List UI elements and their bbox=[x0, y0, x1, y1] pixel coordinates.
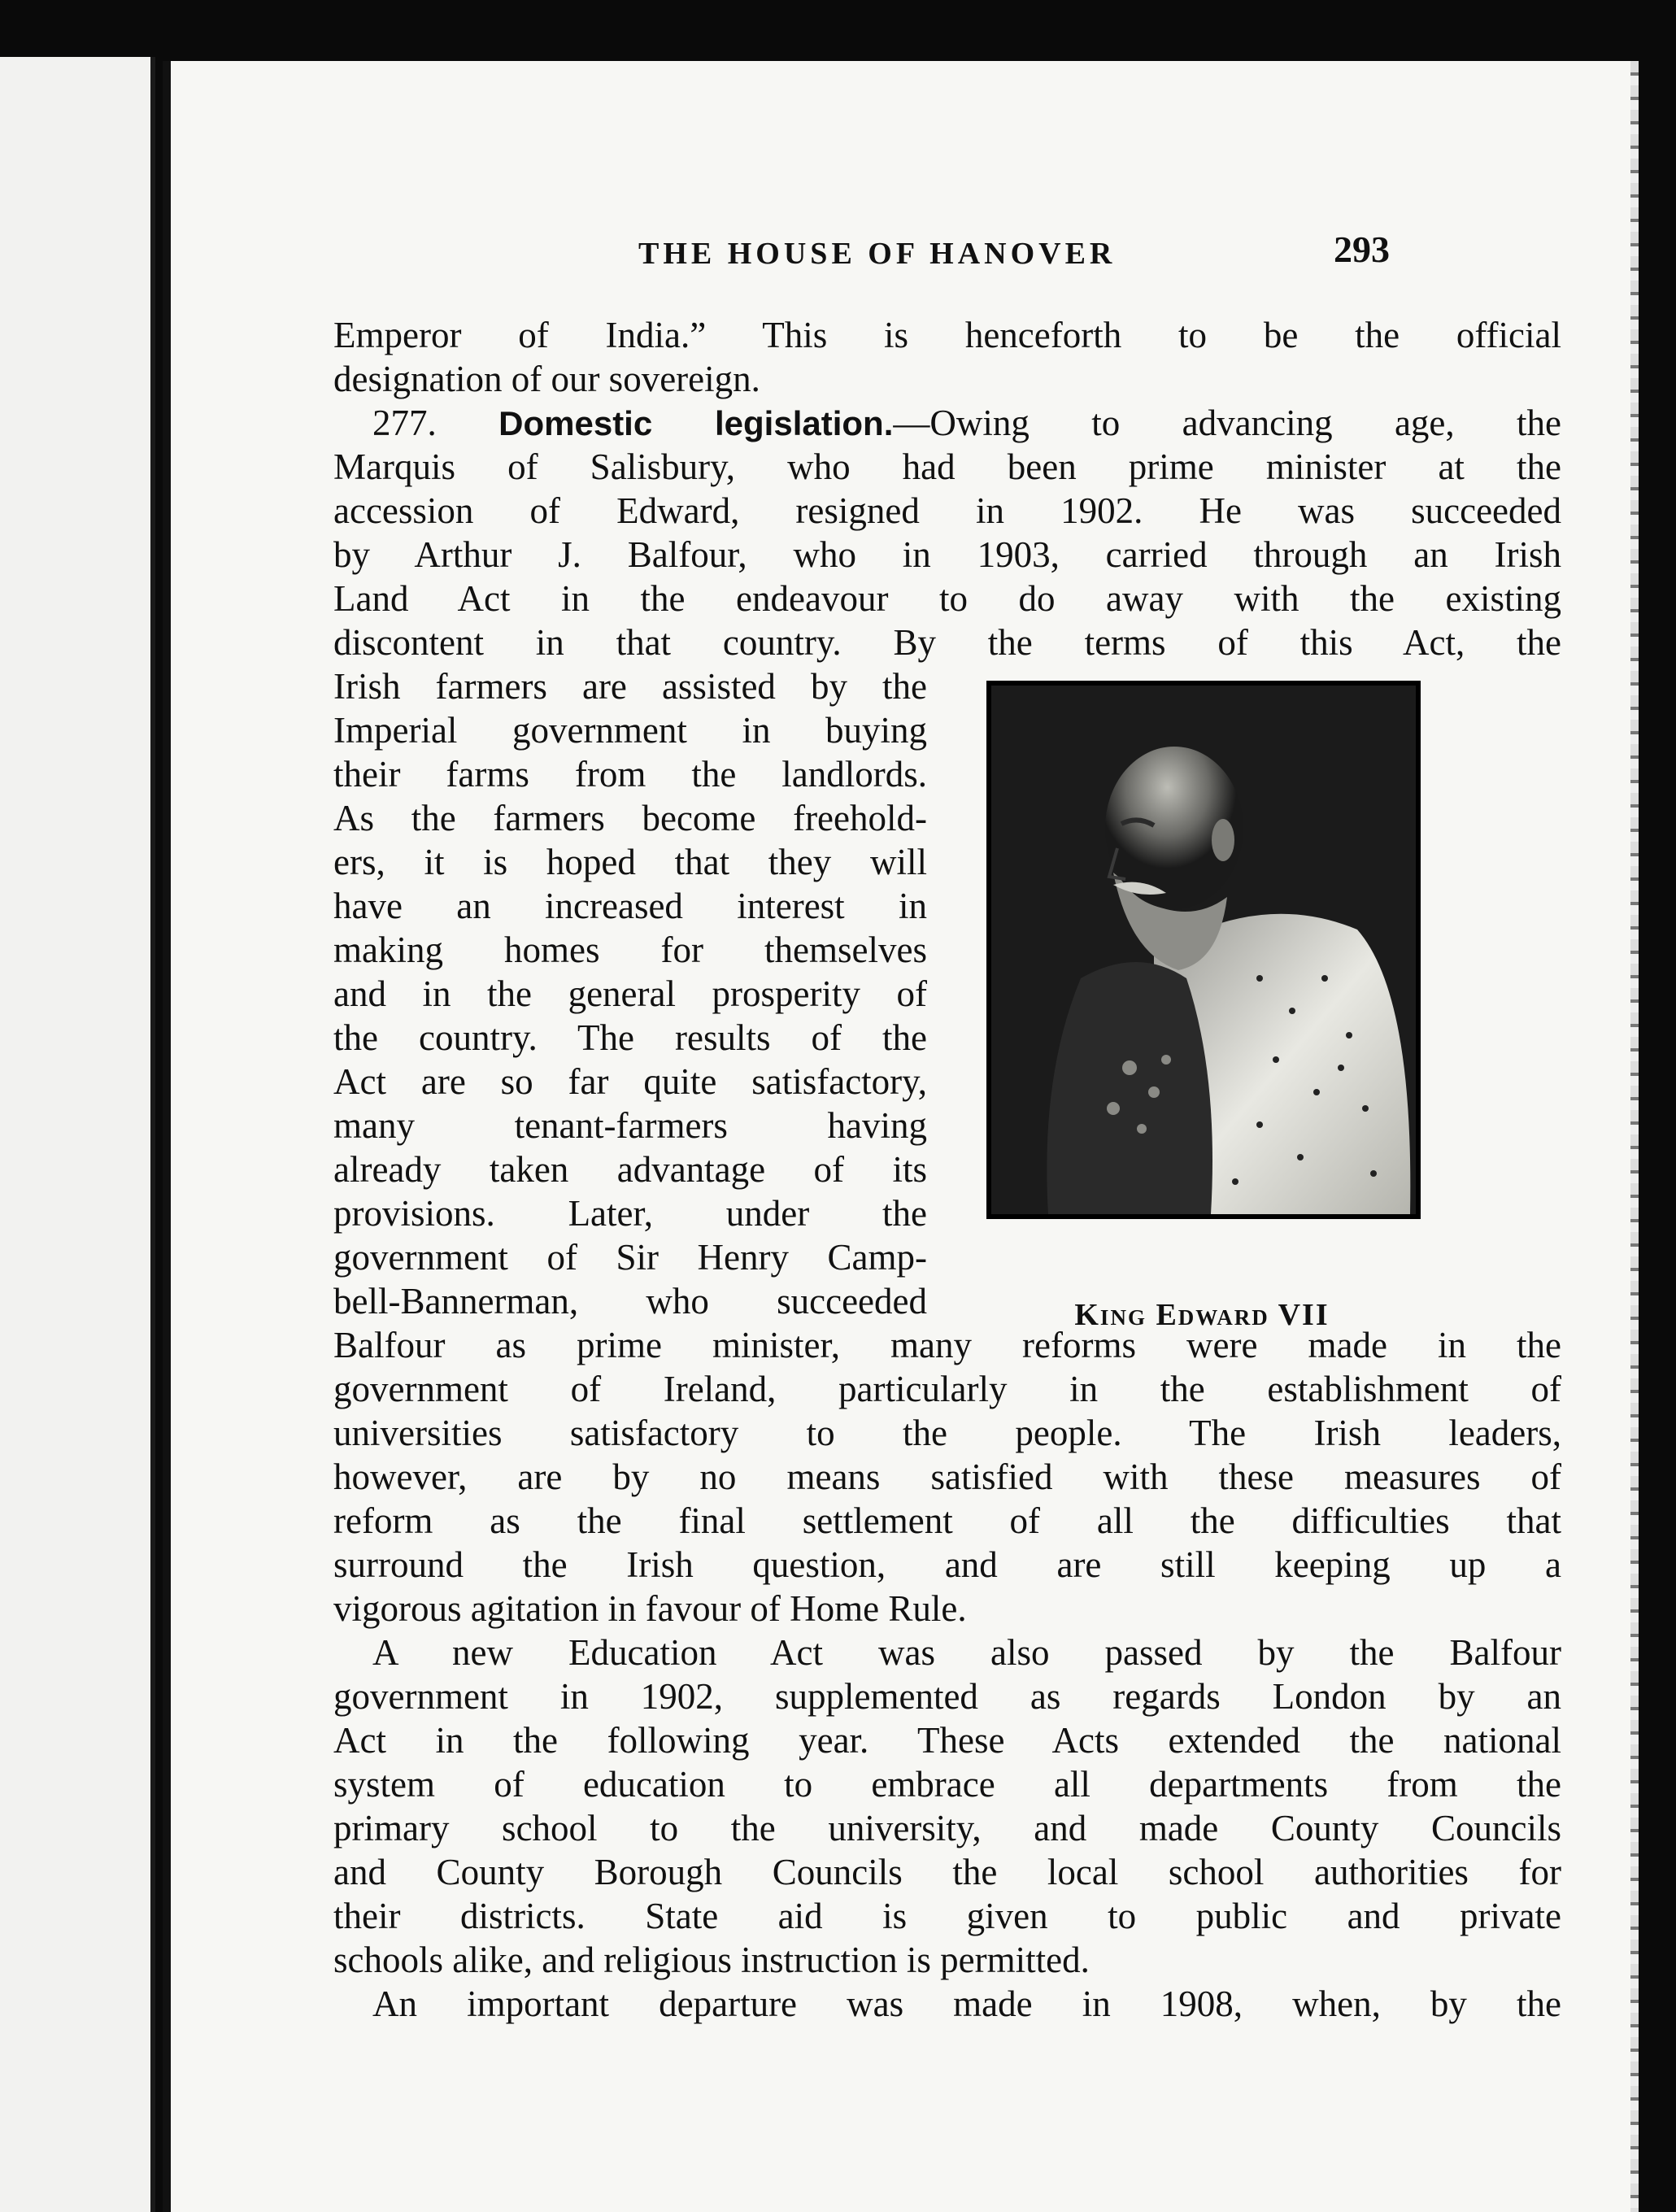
text-line: accession of Edward, resigned in 1902. He was succeeded bbox=[333, 490, 1561, 531]
text-line: Act in the following year. These Acts extended the national bbox=[333, 1720, 1561, 1761]
figure-caption: King Edward VII bbox=[1074, 1298, 1330, 1332]
facing-page-edge bbox=[0, 57, 155, 2212]
text-line: vigorous agitation in favour of Home Rule. bbox=[333, 1588, 967, 1629]
text-fragment: —Owing to advancing age, the bbox=[893, 403, 1562, 443]
text-line: Irish farmers are assisted by the bbox=[333, 666, 927, 707]
text-line: the country. The results of the bbox=[333, 1017, 927, 1058]
portrait-figure bbox=[986, 681, 1421, 1219]
text-line: Imperial government in buying bbox=[333, 710, 927, 751]
text-line: designation of our sovereign. bbox=[333, 359, 760, 399]
text-line: by Arthur J. Balfour, who in 1903, carried through an Irish bbox=[333, 534, 1561, 575]
page-number: 293 bbox=[1334, 229, 1390, 270]
text-line: and in the general prosperity of bbox=[333, 973, 927, 1014]
text-line: schools alike, and religious instruction is permitted. bbox=[333, 1940, 1090, 1980]
text-line: Land Act in the endeavour to do away with the existing bbox=[333, 578, 1561, 619]
text-line: already taken advantage of its bbox=[333, 1149, 927, 1190]
text-line: government in 1902, supplemented as regards London by an bbox=[333, 1676, 1561, 1717]
text-line: A new Education Act was also passed by the Balfour bbox=[372, 1632, 1561, 1673]
text-line: government of Ireland, particularly in the establishment of bbox=[333, 1369, 1561, 1409]
king-edward-portrait-icon bbox=[991, 686, 1416, 1214]
text-line: their districts. State aid is given to public and private bbox=[333, 1896, 1561, 1936]
text-line: universities satisfactory to the people. The Irish leaders, bbox=[333, 1413, 1561, 1453]
text-line: reform as the final settlement of all the difficulties that bbox=[333, 1500, 1561, 1541]
text-line: their farms from the landlords. bbox=[333, 754, 927, 795]
text-line: system of education to embrace all departments from the bbox=[333, 1764, 1561, 1805]
book-page bbox=[163, 61, 1630, 2212]
text-line: making homes for themselves bbox=[333, 930, 927, 970]
text-line: As the farmers become freehold- bbox=[333, 798, 927, 838]
text-line: and County Borough Councils the local school authorities for bbox=[333, 1852, 1561, 1892]
text-line: Act are so far quite satisfactory, bbox=[333, 1061, 927, 1102]
text-line: bell-Bannerman, who succeeded bbox=[333, 1281, 927, 1322]
text-line: however, are by no means satisfied with these measures of bbox=[333, 1457, 1561, 1497]
running-head bbox=[171, 228, 1630, 276]
section-number: 277. bbox=[372, 403, 437, 443]
running-title: THE HOUSE OF HANOVER bbox=[638, 237, 1117, 271]
text-line: discontent in that country. By the terms of this Act, the bbox=[333, 622, 1561, 663]
text-line: primary school to the university, and made County Councils bbox=[333, 1808, 1561, 1848]
text-line: provisions. Later, under the bbox=[333, 1193, 927, 1234]
text-line: have an increased interest in bbox=[333, 886, 927, 926]
text-line: Marquis of Salisbury, who had been prime minister at the bbox=[333, 446, 1561, 487]
text-line: surround the Irish question, and are still keeping up a bbox=[333, 1544, 1561, 1585]
text-line: government of Sir Henry Camp- bbox=[333, 1237, 927, 1278]
text-line: Emperor of India.” This is henceforth to be the official bbox=[333, 315, 1561, 355]
text-line: An important departure was made in 1908, when, by the bbox=[372, 1983, 1561, 2024]
section-heading-line bbox=[372, 401, 1561, 446]
section-title: Domestic legislation. bbox=[498, 404, 894, 442]
text-line: many tenant-farmers having bbox=[333, 1105, 927, 1146]
text-line: Balfour as prime minister, many reforms were made in the bbox=[333, 1325, 1561, 1365]
text-line: ers, it is hoped that they will bbox=[333, 842, 927, 882]
